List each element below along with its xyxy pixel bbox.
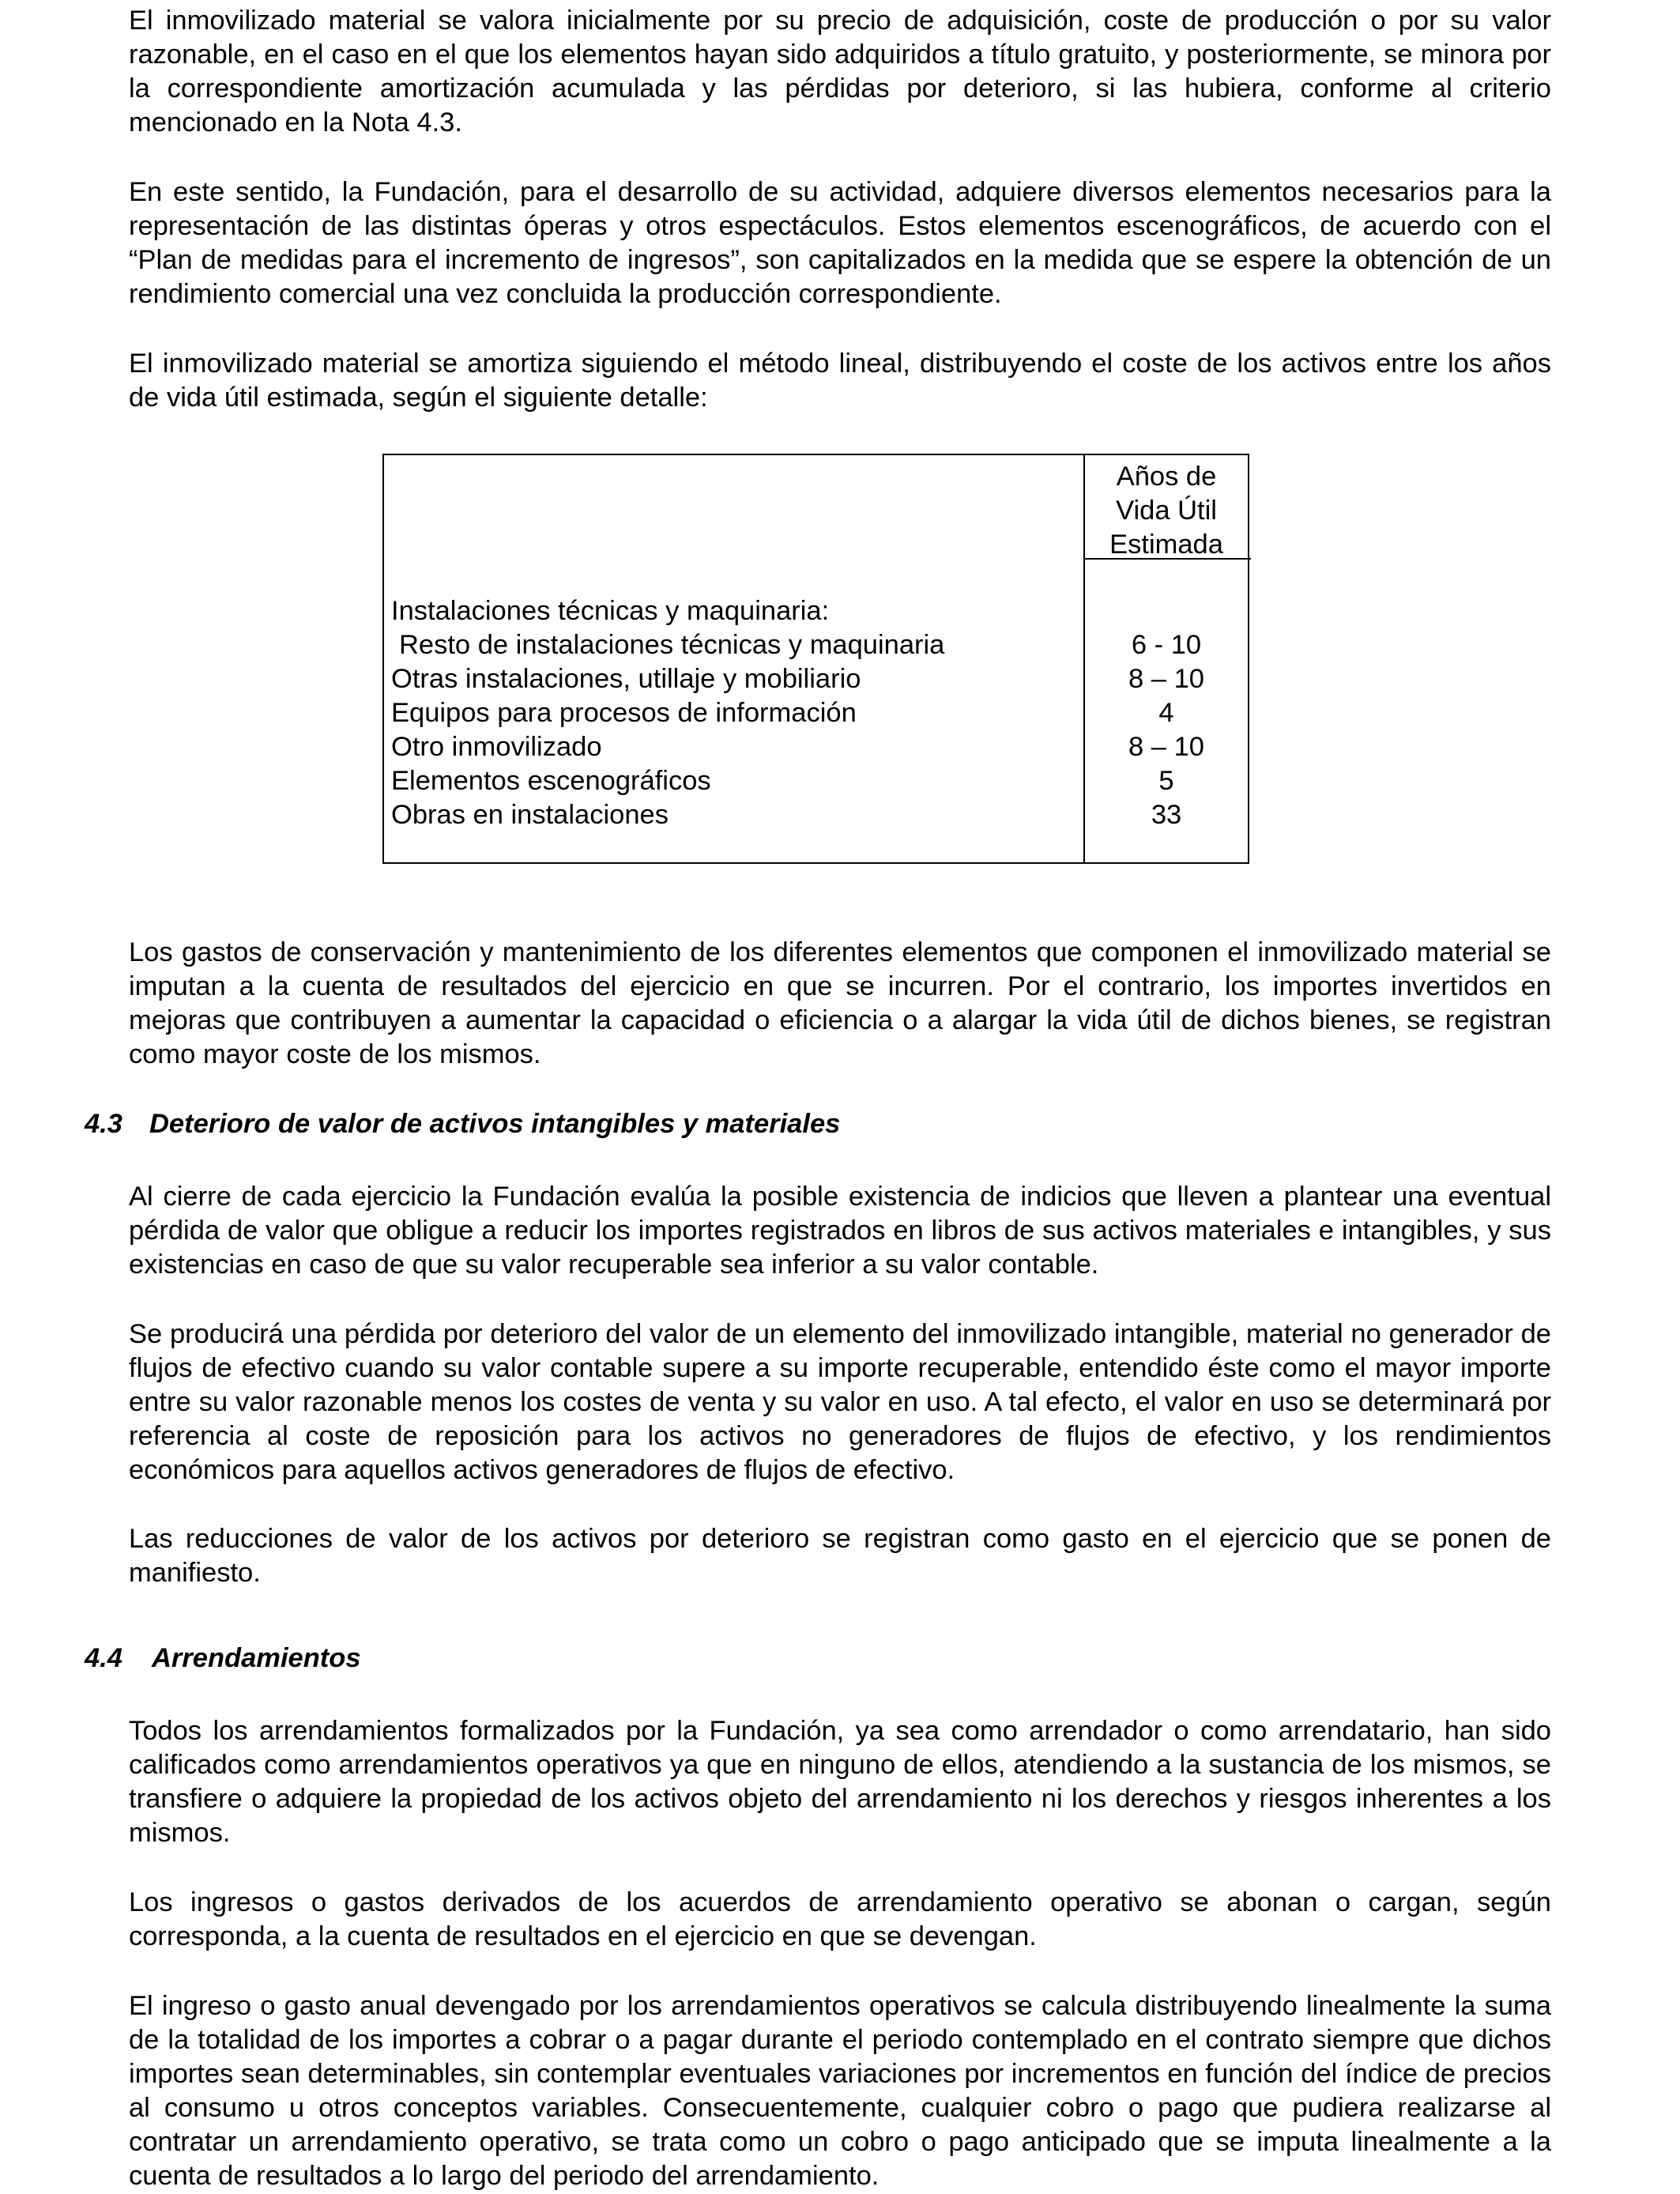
- useful-life-column-header: [1085, 460, 1248, 562]
- table-row: [384, 730, 1249, 764]
- section-heading-4-3: [85, 1107, 1033, 1141]
- paragraph-amortizacion-lineal: El inmovilizado material se amortiza siguiendo el método lineal, distribuyendo el coste de los activos entre los años de vida útil estimada, según el siguiente detalle:: [129, 349, 1551, 413]
- table-row: [384, 798, 1249, 832]
- header-line: Vida Útil: [1116, 496, 1217, 526]
- paragraph-reducciones-valor: Las reducciones de valor de los activos por deterioro se registran como gasto en el ejercicio que se ponen de manifiesto.: [129, 1524, 1551, 1588]
- row-label: Obras en instalaciones: [391, 800, 669, 830]
- table-row: [384, 662, 1249, 696]
- row-label: Otro inmovilizado: [391, 732, 602, 762]
- paragraph-perdida-deterioro: Se producirá una pérdida por deterioro del valor de un elemento del inmovilizado intangible, material no generador de flujos de efectivo cuando su valor contable supere a su importe recuperable, entendido éste como el mayor importe entre su valor razonable menos los costes de venta y su valor en uso. A tal efecto, el valor en uso se determinará por referencia al coste de reposición para los activos no generadores de flujos de efectivo, y los rendimientos económicos para aquellos activos generadores de flujos de efectivo.: [129, 1319, 1551, 1485]
- row-label: Elementos escenográficos: [391, 766, 711, 796]
- table-row: [384, 764, 1249, 798]
- section-title: Arrendamientos: [152, 1643, 361, 1673]
- row-label: Resto de instalaciones técnicas y maquinaria: [399, 630, 945, 660]
- header-line: Años de: [1116, 462, 1217, 492]
- section-title: Deterioro de valor de activos intangibles y materiales: [149, 1109, 841, 1139]
- row-value: 8 – 10: [1128, 732, 1204, 762]
- useful-life-table: [382, 454, 1249, 864]
- paragraph-evaluacion-deterioro: Al cierre de cada ejercicio la Fundación evalúa la posible existencia de indicios que lleven a plantear una eventual pérdida de valor que obligue a reducir los importes registrados en libros de sus activos materiales e intangibles, y sus existencias en caso de que su valor recuperable sea inferior a su valor contable.: [129, 1182, 1551, 1280]
- table-row: [384, 696, 1249, 730]
- row-value: 4: [1158, 698, 1174, 728]
- section-number: 4.3: [85, 1109, 122, 1139]
- row-value: 8 – 10: [1128, 664, 1204, 694]
- paragraph-elementos-escenograficos: En este sentido, la Fundación, para el desarrollo de su actividad, adquiere diversos elementos necesarios para la representación de las distintas óperas y otros espectáculos. Estos elementos escenográficos, de acuerdo con el “Plan de medidas para el incremento de ingresos”, son capitalizados en la medida que se espere la obtención de un rendimiento comercial una vez concluida la producción correspondiente.: [129, 177, 1551, 309]
- row-value: 33: [1151, 800, 1182, 830]
- row-label: Equipos para procesos de información: [391, 698, 857, 728]
- row-value: 6 - 10: [1131, 630, 1202, 660]
- paragraph-arrendamientos-operativos: Todos los arrendamientos formalizados por la Fundación, ya sea como arrendador o como arrendatario, han sido calificados como arrendamientos operativos ya que en ninguno de ellos, atendiendo a la sustancia de los mismos, se transfiere o adquiere la propiedad de los activos objeto del arrendamiento ni los derechos y riesgos inherentes a los mismos.: [129, 1716, 1551, 1848]
- paragraph-ingresos-gastos-arrendamiento: Los ingresos o gastos derivados de los acuerdos de arrendamiento operativo se abonan o cargan, según corresponda, a la cuenta de resultados en el ejercicio en que se devengan.: [129, 1887, 1551, 1951]
- table-row: [384, 628, 1249, 662]
- row-label: Otras instalaciones, utillaje y mobiliario: [391, 664, 861, 694]
- paragraph-valoracion-inicial: El inmovilizado material se valora inicialmente por su precio de adquisición, coste de producción o por su valor razonable, en el caso en el que los elementos hayan sido adquiridos a título gratuito, y posteriormente, se minora por la correspondiente amortización acumulada y las pérdidas por deterioro, si las hubiera, conforme al criterio mencionado en la Nota 4.3.: [129, 6, 1551, 138]
- table-group-label: Instalaciones técnicas y maquinaria:: [391, 596, 830, 626]
- section-heading-4-4: [85, 1642, 717, 1676]
- paragraph-devengo-lineal: El ingreso o gasto anual devengado por los arrendamientos operativos se calcula distribuyendo linealmente la suma de la totalidad de los importes a cobrar o a pagar durante el periodo contemplado en el contrato siempre que dichos importes sean determinables, sin contemplar eventuales variaciones por incrementos en función del índice de precios al consumo u otros conceptos variables. Consecuentemente, cualquier cobro o pago que pudiera realizarse al contratar un arrendamiento operativo, se trata como un cobro o pago anticipado que se imputa linealmente a la cuenta de resultados a lo largo del periodo del arrendamiento.: [129, 1991, 1551, 2191]
- section-number: 4.4: [85, 1643, 122, 1673]
- paragraph-gastos-conservacion: Los gastos de conservación y mantenimiento de los diferentes elementos que componen el inmovilizado material se imputan a la cuenta de resultados del ejercicio en que se incurren. Por el contrario, los importes invertidos en mejoras que contribuyen a aumentar la capacidad o eficiencia o a alargar la vida útil de dichos bienes, se registran como mayor coste de los mismos.: [129, 937, 1551, 1069]
- row-value: 5: [1158, 766, 1174, 796]
- header-line: Estimada: [1109, 530, 1223, 560]
